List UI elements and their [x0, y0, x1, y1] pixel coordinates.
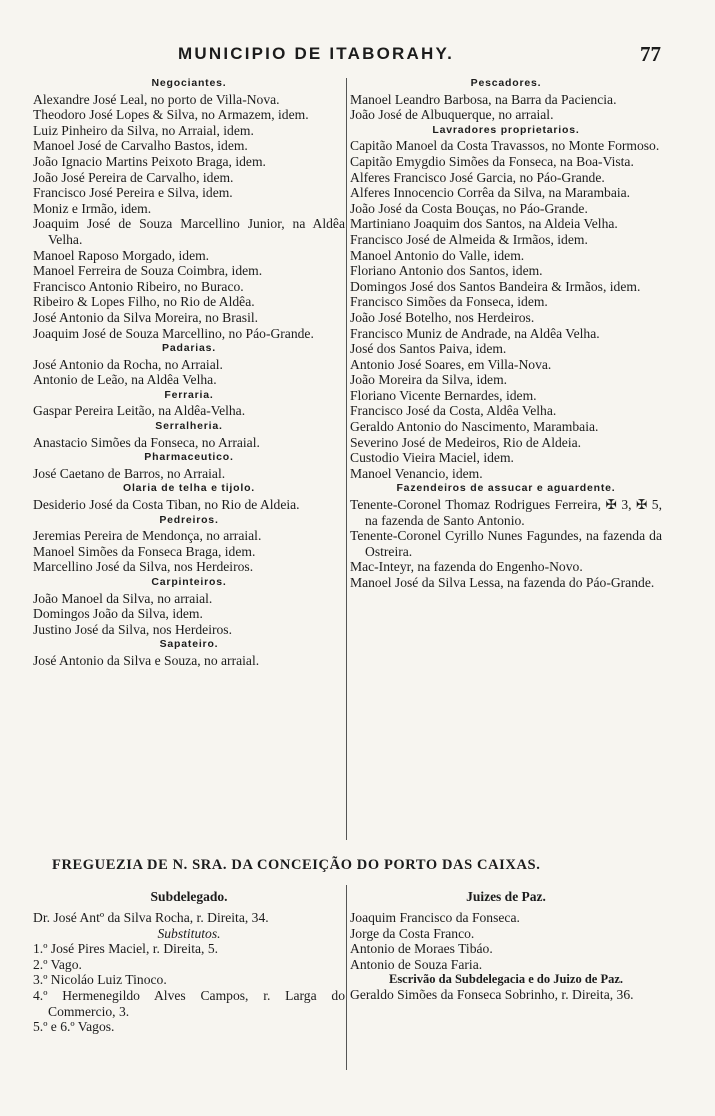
column-divider	[346, 885, 347, 1070]
judge-entry: Antonio de Moraes Tibáo.	[350, 941, 493, 957]
left-column-officials	[33, 888, 345, 1035]
directory-entry: Alferes Innocencio Corrêa da Silva, na Marambaia.	[350, 185, 631, 201]
directory-entry: João José Pereira de Carvalho, idem.	[33, 169, 234, 185]
directory-entry: Capitão Emygdio Simões da Fonseca, na Boa-Vista.	[350, 153, 634, 169]
substitute-entry: 5.º e 6.º Vagos.	[33, 1019, 115, 1035]
directory-entry: Manoel Antonio do Valle, idem.	[350, 247, 525, 263]
substitute-entry: 3.º Nicoláo Luiz Tinoco.	[33, 972, 167, 988]
directory-entry: Francisco José Pereira e Silva, idem.	[33, 185, 233, 201]
directory-entry: Marcellino José da Silva, nos Herdeiros.	[33, 559, 254, 575]
directory-entry: Joaquim José de Souza Marcellino, no Páo-Grande.	[33, 325, 314, 341]
directory-entry: João José de Albuquerque, no arraial.	[350, 107, 554, 123]
directory-entry: Mac-Inteyr, na fazenda do Engenho-Novo.	[350, 559, 583, 575]
section-heading: Serralheria.	[155, 420, 223, 433]
directory-entry: João José da Costa Bouças, no Páo-Grande.	[350, 200, 588, 216]
section-heading: Padarias.	[162, 342, 216, 355]
right-column-officials	[350, 888, 662, 1003]
directory-entry: José Antonio da Silva Moreira, no Brasil.	[33, 309, 259, 325]
substitutes-heading: Substitutos.	[157, 925, 221, 941]
judge-entry: Jorge da Costa Franco.	[350, 925, 475, 941]
judges-heading: Juizes de Paz.	[466, 889, 546, 904]
directory-entry: Alexandre José Leal, no porto de Villa-Nova.	[33, 91, 280, 107]
judges-list	[350, 910, 662, 972]
directory-entry: Joaquim José de Souza Marcellino Junior, na Aldêa Velha.	[33, 216, 345, 247]
section-heading: Fazendeiros de assucar e aguardente.	[396, 482, 616, 495]
directory-entry: Manoel Simões da Fonseca Braga, idem.	[33, 543, 256, 559]
column-divider	[346, 78, 347, 840]
directory-entry: Manoel José de Carvalho Bastos, idem.	[33, 138, 248, 154]
directory-entry: José dos Santos Paiva, idem.	[350, 341, 507, 357]
directory-entry: José Caetano de Barros, no Arraial.	[33, 465, 226, 481]
directory-entry: Capitão Manoel da Costa Travassos, no Monte Formoso.	[350, 138, 660, 154]
directory-entry: Moniz e Irmão, idem.	[33, 200, 152, 216]
directory-entry: Floriano Vicente Bernardes, idem.	[350, 387, 537, 403]
left-column-trades	[33, 76, 345, 669]
directory-entry: Manoel Raposo Morgado, idem.	[33, 247, 210, 263]
directory-entry: Manoel Ferreira de Souza Coimbra, idem.	[33, 263, 263, 279]
section-heading: Carpinteiros.	[151, 576, 227, 588]
directory-entry: Francisco José de Almeida & Irmãos, idem.	[350, 231, 588, 247]
directory-entry: Floriano Antonio dos Santos, idem.	[350, 263, 543, 279]
substitutes-list	[33, 941, 345, 1035]
section-heading: Ferraria.	[164, 388, 214, 401]
directory-entry: Jeremias Pereira de Mendonça, no arraial.	[33, 528, 262, 544]
directory-entry: Martiniano Joaquim dos Santos, na Aldeia Velha.	[350, 216, 618, 232]
right-column-trades	[350, 76, 662, 591]
directory-entry: Domingos José dos Santos Bandeira & Irmãos, idem.	[350, 278, 641, 294]
directory-entry: Severino José de Medeiros, Rio de Aldeia.	[350, 434, 582, 450]
directory-entry: Manoel José da Silva Lessa, na fazenda do Páo-Grande.	[350, 575, 655, 590]
directory-entry: Antonio José Soares, em Villa-Nova.	[350, 356, 552, 372]
section-heading: Olaria de telha e tijolo.	[122, 482, 256, 495]
page-title: MUNICIPIO DE ITABORAHY.	[178, 44, 455, 63]
directory-entry: José Antonio da Rocha, no Arraial.	[33, 356, 223, 372]
directory-entry: Domingos João da Silva, idem.	[33, 606, 203, 622]
directory-entry: Manoel Leandro Barbosa, na Barra da Paciencia.	[350, 91, 617, 107]
directory-entry: Desiderio José da Costa Tiban, no Rio de Aldeia.	[33, 497, 300, 513]
parish-heading: FREGUEZIA DE N. SRA. DA CONCEIÇÃO DO PORTO DAS CAIXAS.	[52, 857, 541, 873]
directory-entry: Francisco Antonio Ribeiro, no Buraco.	[33, 278, 244, 294]
clerk-entry: Geraldo Simões da Fonseca Sobrinho, r. Direita, 36.	[350, 987, 634, 1003]
directory-entry: Theodoro José Lopes & Silva, no Armazem, idem.	[33, 107, 309, 123]
directory-entry: Francisco Muniz de Andrade, na Aldêa Velha.	[350, 325, 600, 341]
directory-entry: Manoel Venancio, idem.	[350, 465, 483, 481]
clerk-heading: Escrivão da Subdelegacia e do Juizo de Paz.	[388, 972, 624, 987]
directory-entry: Justino José da Silva, nos Herdeiros.	[33, 621, 232, 637]
section-heading: Pharmaceutico.	[144, 451, 234, 464]
substitute-entry: 1.º José Pires Maciel, r. Direita, 5.	[33, 941, 219, 957]
page-number: 77	[640, 42, 661, 66]
directory-entry: Tenente-Coronel Thomaz Rodrigues Ferreira, ✠ 3, ✠ 5, na fazenda de Santo Antonio.	[350, 497, 662, 528]
directory-entry: Anastacio Simões da Fonseca, no Arraial.	[33, 434, 260, 450]
directory-entry: Francisco Simões da Fonseca, idem.	[350, 294, 548, 310]
directory-entry: Alferes Francisco José Garcia, no Páo-Grande.	[350, 169, 605, 185]
section-heading: Pescadores.	[470, 77, 542, 89]
subdelegado-entry: Dr. José Antº da Silva Rocha, r. Direita, 34.	[33, 910, 269, 925]
section-heading: Negociantes.	[151, 77, 227, 89]
directory-entry: Custodio Vieira Maciel, idem.	[350, 450, 514, 466]
directory-entry: Luiz Pinheiro da Silva, no Arraial, idem.	[33, 122, 254, 138]
directory-entry: Gaspar Pereira Leitão, na Aldêa-Velha.	[33, 403, 246, 419]
running-head	[0, 44, 715, 70]
directory-entry: João Moreira da Silva, idem.	[350, 372, 508, 388]
judge-entry: Joaquim Francisco da Fonseca.	[350, 910, 520, 925]
substitute-entry: 4.º Hermenegildo Alves Campos, r. Larga do Commercio, 3.	[33, 987, 345, 1019]
directory-entry: Ribeiro & Lopes Filho, no Rio de Aldêa.	[33, 294, 255, 310]
subdelegado-heading: Subdelegado.	[150, 889, 228, 904]
directory-entry: Tenente-Coronel Cyrillo Nunes Fagundes, na fazenda da Ostreira.	[350, 528, 662, 559]
directory-entry: João Manoel da Silva, no arraial.	[33, 590, 213, 606]
judge-entry: Antonio de Souza Faria.	[350, 956, 483, 972]
section-heading: Sapateiro.	[159, 638, 219, 651]
section-heading: Lavradores proprietarios.	[432, 123, 580, 136]
directory-entry: José Antonio da Silva e Souza, no arraial.	[33, 652, 260, 668]
directory-entry: João Ignacio Martins Peixoto Braga, idem.	[33, 153, 266, 169]
section-heading: Pedreiros.	[159, 513, 219, 526]
directory-entry: Antonio de Leão, na Aldêa Velha.	[33, 372, 217, 388]
directory-entry: Francisco José da Costa, Aldêa Velha.	[350, 403, 557, 419]
directory-entry: João José Botelho, nos Herdeiros.	[350, 309, 535, 325]
substitute-entry: 2.º Vago.	[33, 956, 82, 972]
directory-entry: Geraldo Antonio do Nascimento, Marambaia.	[350, 419, 599, 435]
